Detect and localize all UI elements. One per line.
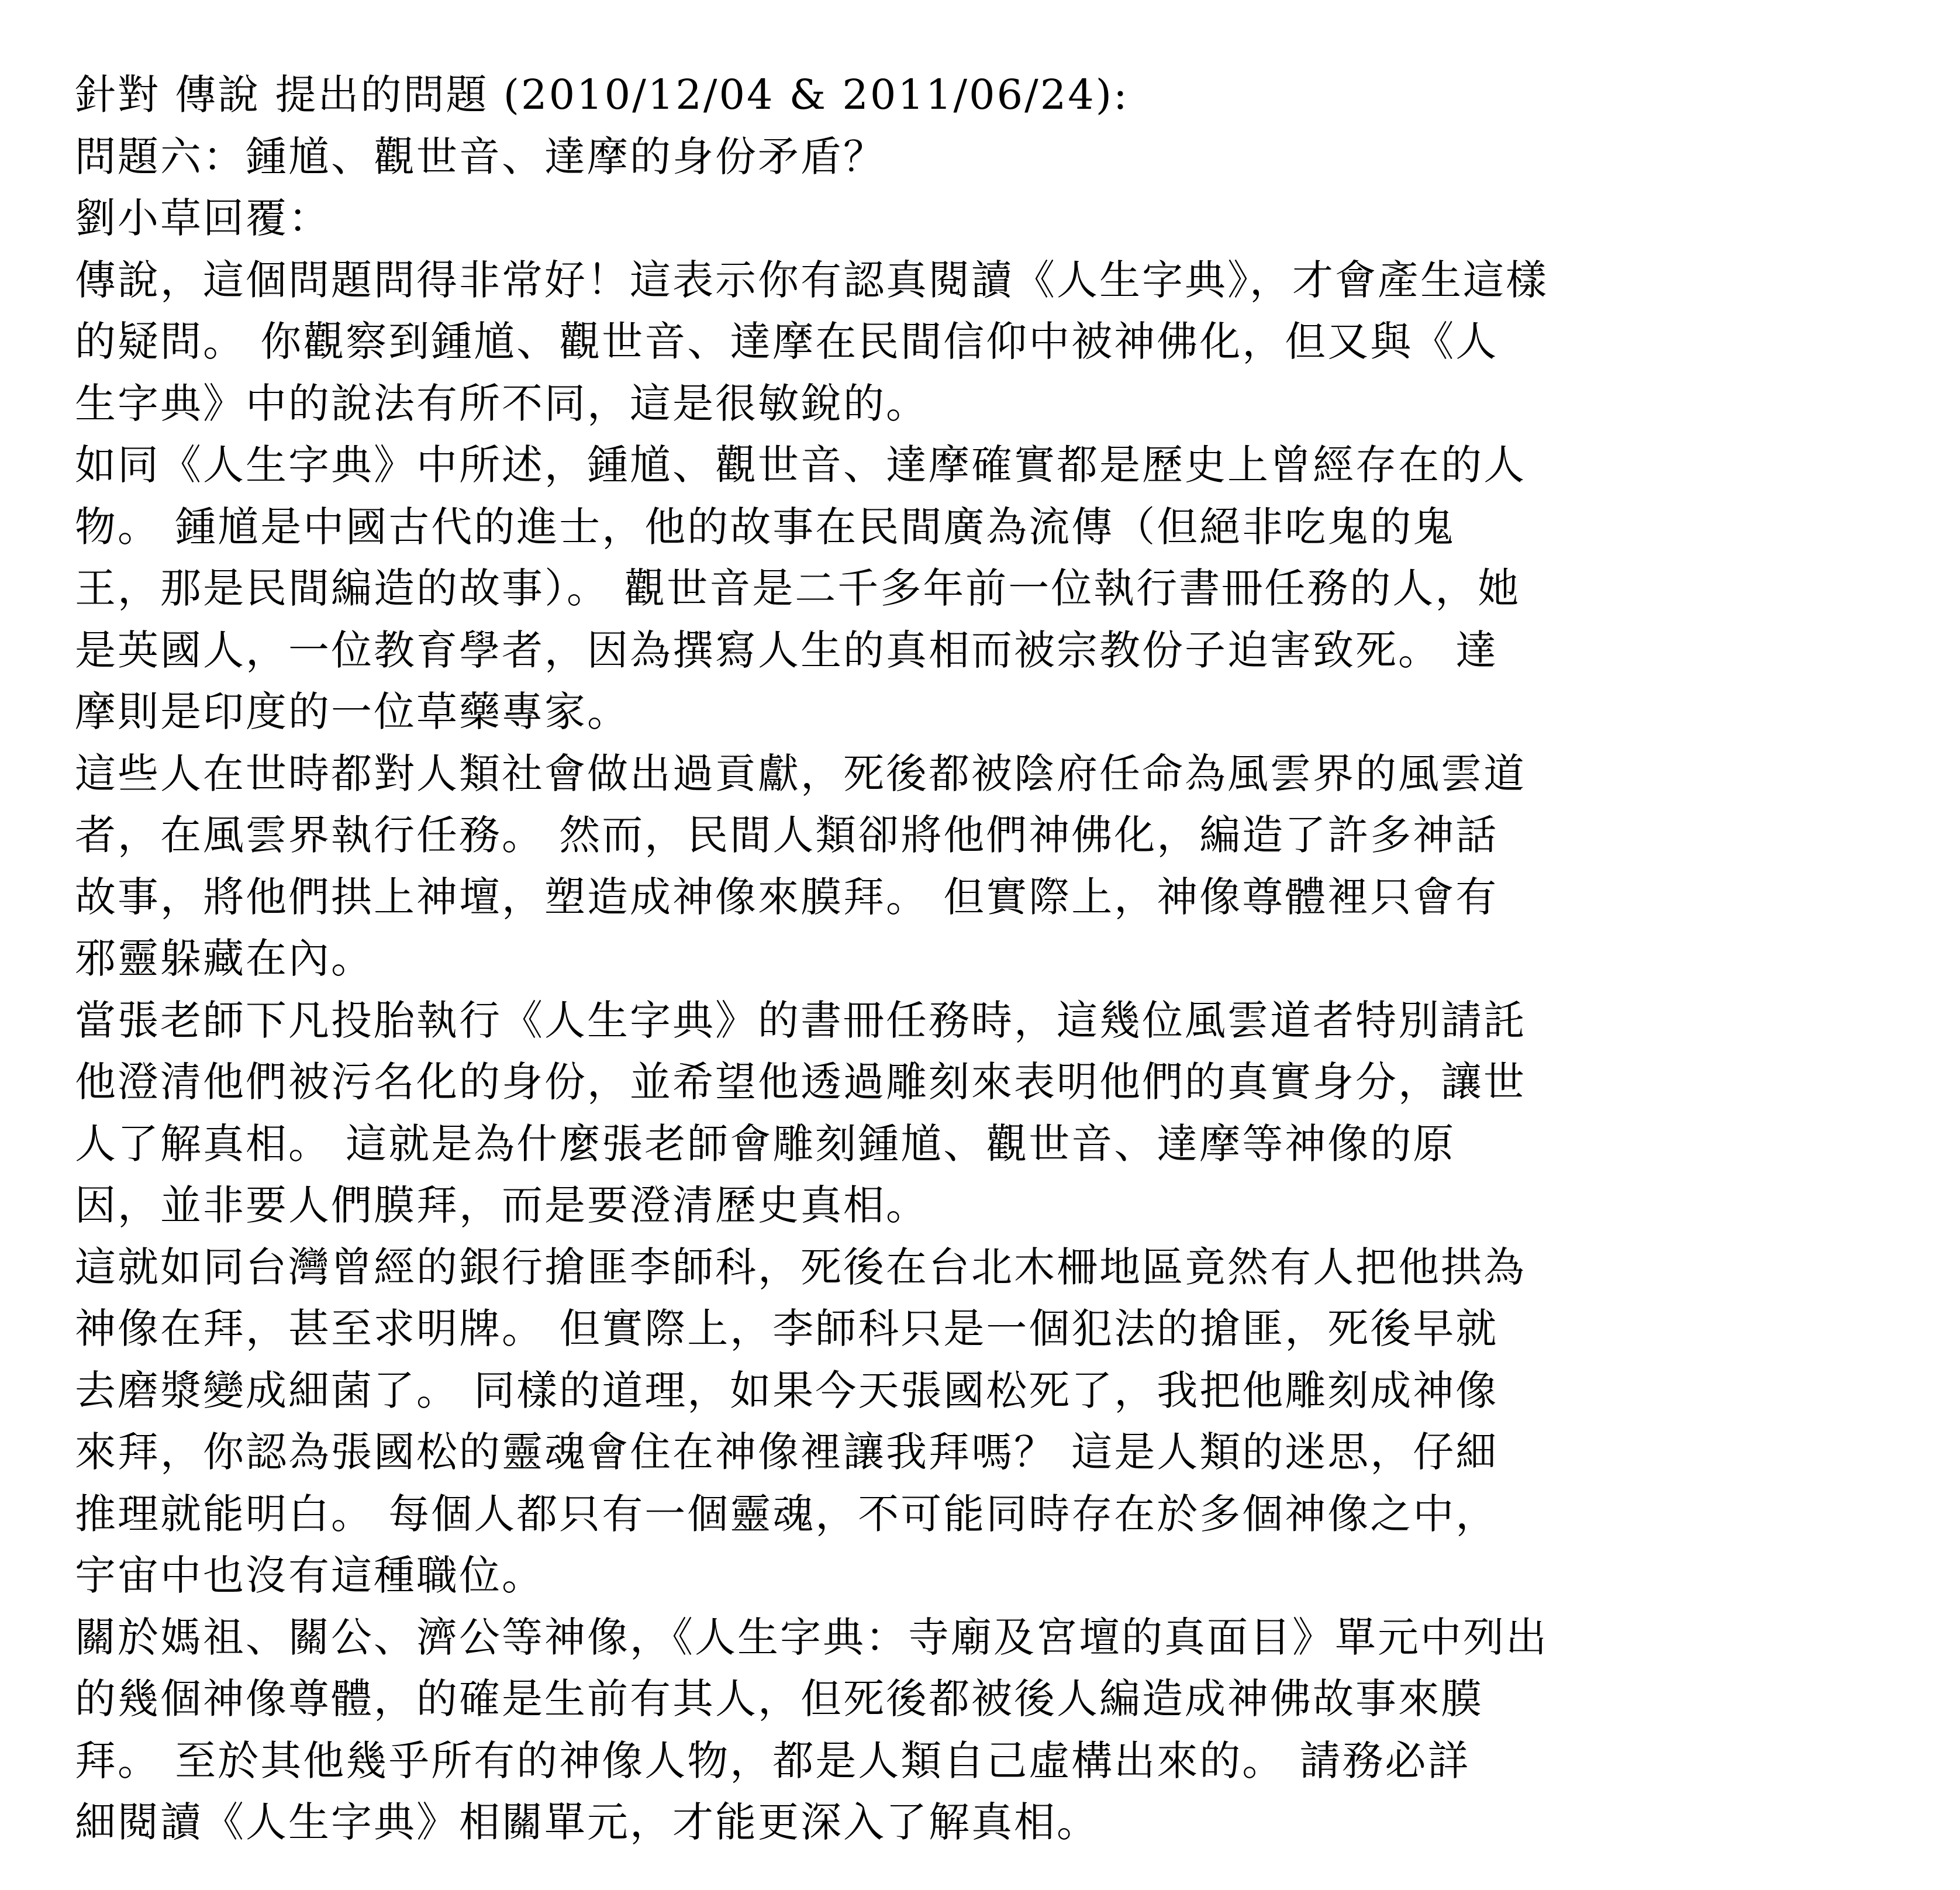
- text-line: 來拜，你認為張國松的靈魂會住在神像裡讓我拜嗎？ 這是人類的迷思，仔細: [75, 1428, 1499, 1476]
- text-line: 因，並非要人們膜拜，而是要澄清歷史真相。: [75, 1181, 929, 1229]
- text-line: 推理就能明白。 每個人都只有一個靈魂，不可能同時存在於多個神像之中，: [75, 1489, 1499, 1538]
- text-line: 當張老師下凡投胎執行《人生字典》的書冊任務時，這幾位風雲道者特別請託: [75, 996, 1526, 1044]
- reply-author: 劉小草回覆：: [75, 194, 331, 242]
- text-line: 宇宙中也沒有這種職位。: [75, 1551, 544, 1599]
- text-line: 這就如同台灣曾經的銀行搶匪李師科，死後在台北木柵地區竟然有人把他拱為: [75, 1243, 1526, 1291]
- text-line: 這些人在世時都對人類社會做出過貢獻，死後都被陰府任命為風雲界的風雲道: [75, 749, 1526, 798]
- text-line: 他澄清他們被污名化的身份，並希望他透過雕刻來表明他們的真實身分，讓世: [75, 1058, 1526, 1106]
- text-line: 生字典》中的說法有所不同，這是很敏銳的。: [75, 379, 929, 427]
- text-line: 傳說，這個問題問得非常好！這表示你有認真閱讀《人生字典》，才會產生這樣: [75, 256, 1548, 304]
- text-line: 關於媽祖、關公、濟公等神像，《人生字典：寺廟及宮壇的真面目》單元中列出: [75, 1613, 1548, 1661]
- text-line: 物。 鍾馗是中國古代的進士，他的故事在民間廣為流傳（但絕非吃鬼的鬼: [75, 502, 1456, 551]
- text-line: 王，那是民間編造的故事）。 觀世音是二千多年前一位執行書冊任務的人，她: [75, 564, 1521, 612]
- text-line: 細閱讀《人生字典》相關單元，才能更深入了解真相。: [75, 1798, 1099, 1846]
- text-line: 拜。 至於其他幾乎所有的神像人物，都是人類自己虛構出來的。 請務必詳: [75, 1736, 1471, 1785]
- text-line: 故事，將他們拱上神壇，塑造成神像來膜拜。 但實際上，神像尊體裡只會有: [75, 872, 1499, 921]
- text-line: 的疑問。 你觀察到鍾馗、觀世音、達摩在民間信仰中被神佛化，但又與《人: [75, 318, 1499, 365]
- text-line: 人了解真相。 這就是為什麼張老師會雕刻鍾馗、觀世音、達摩等神像的原: [75, 1119, 1456, 1168]
- document-body: [75, 64, 1806, 1854]
- document-heading: 針對 傳說 提出的問題 (2010/12/04 & 2011/06/24):: [75, 71, 1129, 119]
- text-line: 去磨漿變成細菌了。 同樣的道理，如果今天張國松死了，我把他雕刻成神像: [75, 1366, 1499, 1415]
- text-line: 是英國人，一位教育學者，因為撰寫人生的真相而被宗教份子迫害致死。 達: [75, 626, 1499, 674]
- text-line: 的幾個神像尊體，的確是生前有其人，但死後都被後人編造成神佛故事來膜: [75, 1675, 1483, 1723]
- question-title: 問題六：鍾馗、觀世音、達摩的身份矛盾？: [75, 132, 886, 181]
- text-line: 神像在拜，甚至求明牌。 但實際上，李師科只是一個犯法的搶匪，死後早就: [75, 1305, 1499, 1353]
- text-line: 者，在風雲界執行任務。 然而，民間人類卻將他們神佛化，編造了許多神話: [75, 811, 1499, 859]
- text-line: 邪靈躲藏在內。: [75, 934, 374, 982]
- text-line: 摩則是印度的一位草藥專家。: [75, 688, 630, 736]
- text-line: 如同《人生字典》中所述，鍾馗、觀世音、達摩確實都是歷史上曾經存在的人: [75, 441, 1526, 489]
